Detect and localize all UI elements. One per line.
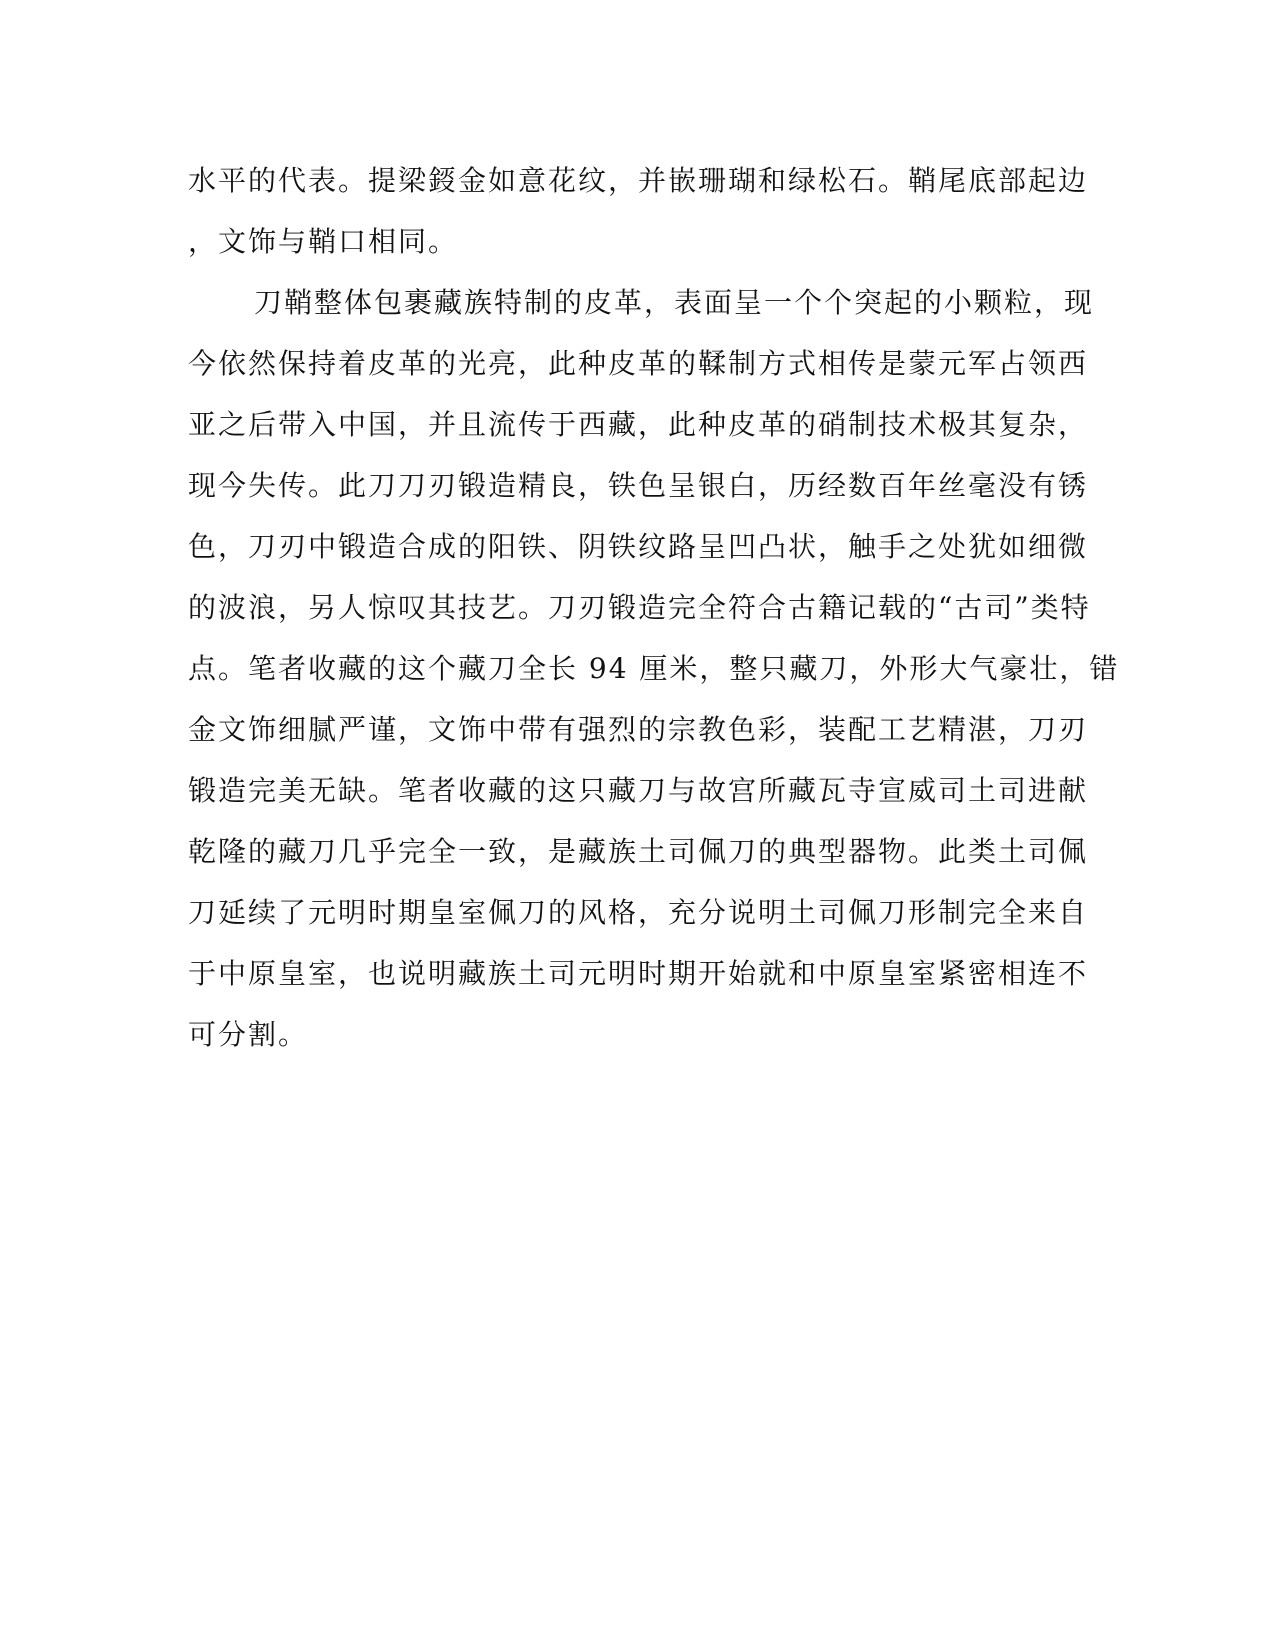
- paragraph-2-line-4: 现今失传。此刀刀刃锻造精良，铁色呈银白，历经数百年丝毫没有锈: [188, 469, 1089, 502]
- paragraph-2-line-8: 金文饰细腻严谨，文饰中带有强烈的宗教色彩，装配工艺精湛，刀刃: [188, 713, 1089, 746]
- paragraph-2-line-1: 刀鞘整体包裹藏族特制的皮革，表面呈一个个突起的小颗粒，现: [254, 286, 1095, 319]
- paragraph-1-line-1: 水平的代表。提梁鋄金如意花纹，并嵌珊瑚和绿松石。鞘尾底部起边: [188, 164, 1089, 197]
- paragraph-2-line-10: 乾隆的藏刀几乎完全一致，是藏族土司佩刀的典型器物。此类土司佩: [188, 835, 1089, 868]
- paragraph-1-line-2: ，文饰与鞘口相同。: [188, 225, 459, 258]
- paragraph-2-line-6: 的波浪，另人惊叹其技艺。刀刃锻造完全符合古籍记载的“古司”类特: [188, 591, 1091, 624]
- paragraph-2-line-11: 刀延续了元明时期皇室佩刀的风格，充分说明土司佩刀形制完全来自: [188, 896, 1089, 929]
- paragraph-2-line-2: 今依然保持着皮革的光亮，此种皮革的鞣制方式相传是蒙元军占领西: [188, 347, 1089, 380]
- paragraph-2-line-3: 亚之后带入中国，并且流传于西藏，此种皮革的硝制技术极其复杂，: [188, 408, 1089, 441]
- body-text: [188, 163, 1120, 1078]
- paragraph-2-line-12: 于中原皇室，也说明藏族土司元明时期开始就和中原皇室紧密相连不: [188, 957, 1089, 990]
- paragraph-2-line-13: 可分割。: [188, 1018, 309, 1051]
- paragraph-2: [188, 285, 1120, 1078]
- paragraph-2-line-7: 点。笔者收藏的这个藏刀全长 94 厘米，整只藏刀，外形大气豪壮，错: [188, 652, 1120, 685]
- paragraph-2-line-9: 锻造完美无缺。笔者收藏的这只藏刀与故宫所藏瓦寺宣威司土司进献: [188, 774, 1089, 807]
- paragraph-1: [188, 163, 1088, 285]
- paragraph-2-line-5: 色，刀刃中锻造合成的阳铁、阴铁纹路呈凹凸状，触手之处犹如细微: [188, 530, 1089, 563]
